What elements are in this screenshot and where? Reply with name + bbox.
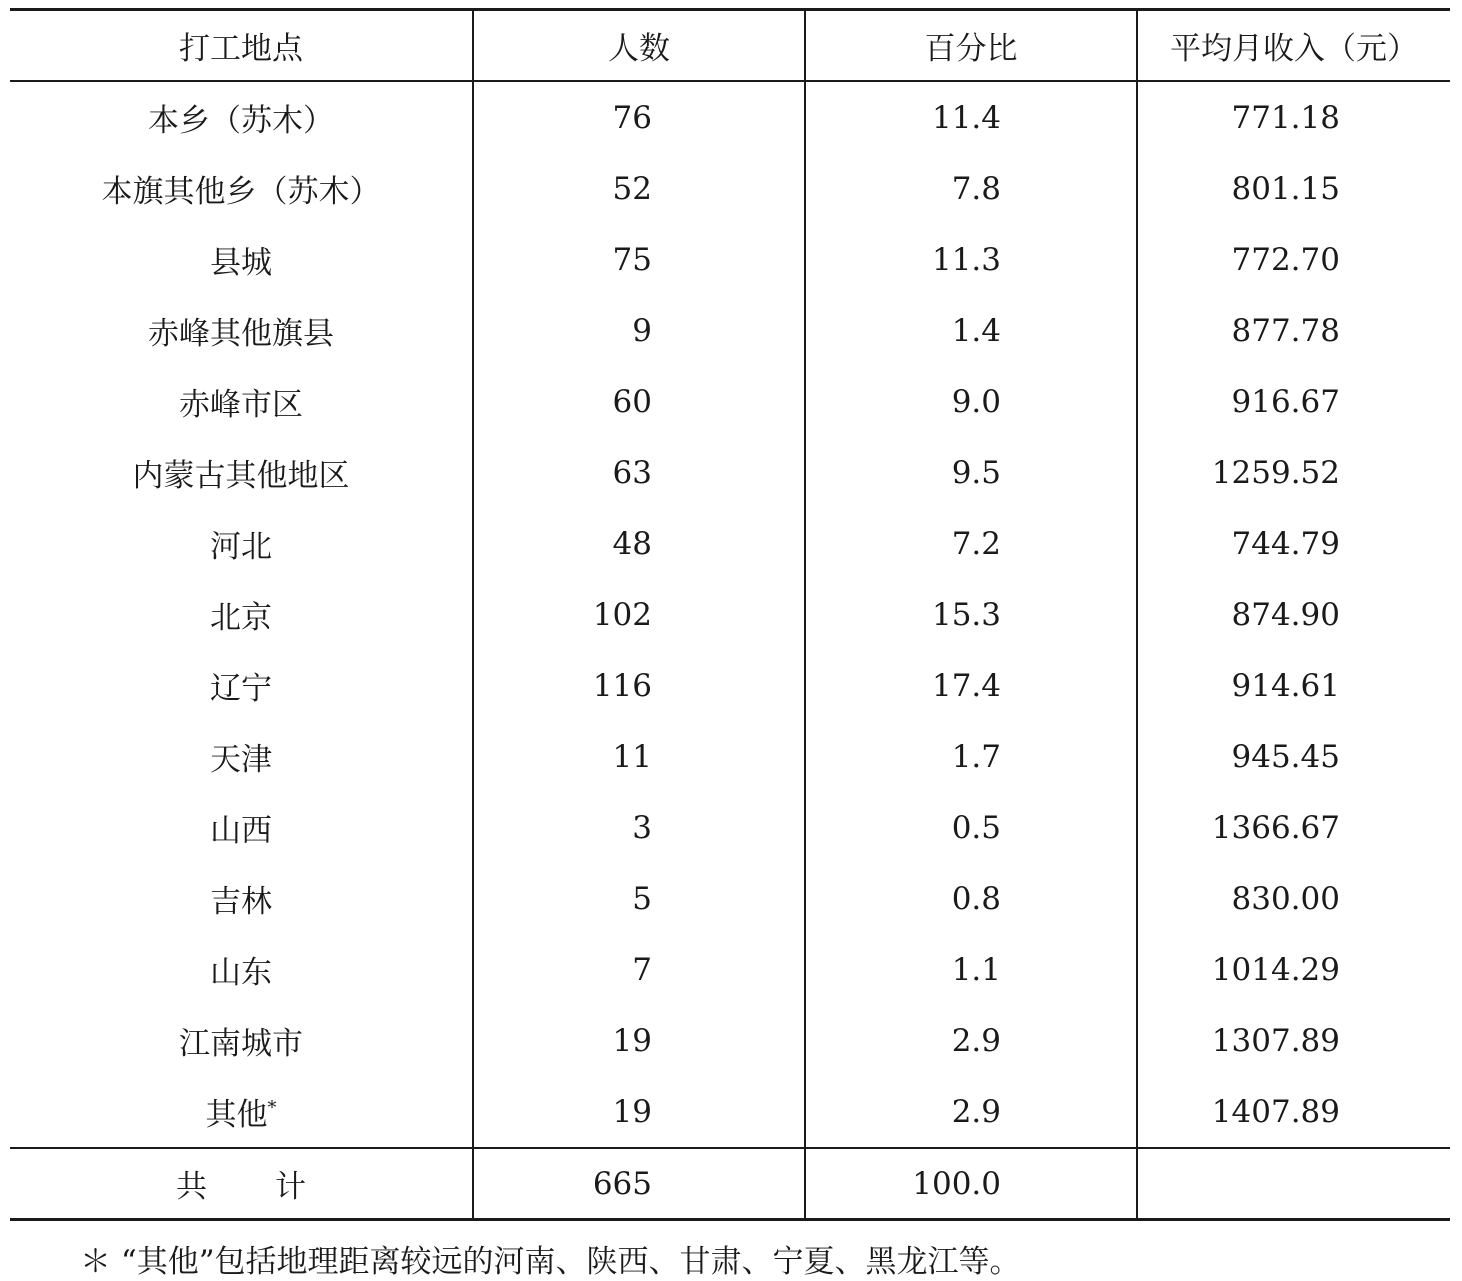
cell-percent: 17.4 <box>805 650 1137 721</box>
table-row <box>10 1076 1450 1148</box>
cell-income: 771.18 <box>1137 81 1450 153</box>
income-by-location-table <box>10 8 1450 1221</box>
table-row <box>10 508 1450 579</box>
cell-income: 801.15 <box>1137 153 1450 224</box>
cell-count: 48 <box>473 508 805 579</box>
cell-income: 914.61 <box>1137 650 1450 721</box>
cell-income: 945.45 <box>1137 721 1450 792</box>
cell-percent: 1.7 <box>805 721 1137 792</box>
cell-income: 874.90 <box>1137 579 1450 650</box>
cell-location: 辽宁 <box>210 671 272 707</box>
cell-percent: 2.9 <box>805 1005 1137 1076</box>
cell-location: 山东 <box>210 955 272 991</box>
table-row <box>10 934 1450 1005</box>
cell-income: 877.78 <box>1137 295 1450 366</box>
cell-percent: 11.4 <box>805 81 1137 153</box>
table-row <box>10 81 1450 153</box>
cell-location: 县城 <box>210 245 272 281</box>
cell-location: 赤峰市区 <box>179 387 303 423</box>
cell-percent: 2.9 <box>805 1076 1137 1148</box>
cell-income: 916.67 <box>1137 366 1450 437</box>
cell-income: 1014.29 <box>1137 934 1450 1005</box>
cell-income: 1366.67 <box>1137 792 1450 863</box>
cell-percent: 15.3 <box>805 579 1137 650</box>
table-wrapper <box>10 8 1450 1221</box>
table-header-row <box>10 10 1450 82</box>
cell-count: 63 <box>473 437 805 508</box>
cell-percent: 1.4 <box>805 295 1137 366</box>
header-percent: 百分比 <box>805 10 1137 82</box>
cell-percent: 9.5 <box>805 437 1137 508</box>
cell-percent: 11.3 <box>805 224 1137 295</box>
cell-percent: 7.8 <box>805 153 1137 224</box>
table-row <box>10 792 1450 863</box>
cell-percent: 7.2 <box>805 508 1137 579</box>
total-label-b: 计 <box>275 1169 306 1205</box>
cell-percent: 0.8 <box>805 863 1137 934</box>
cell-location: 内蒙古其他地区 <box>132 458 350 494</box>
cell-location: 北京 <box>210 600 272 636</box>
table-row <box>10 366 1450 437</box>
cell-income: 772.70 <box>1137 224 1450 295</box>
table-row <box>10 579 1450 650</box>
cell-location <box>10 1076 473 1148</box>
table-row <box>10 437 1450 508</box>
cell-count: 102 <box>473 579 805 650</box>
cell-count: 3 <box>473 792 805 863</box>
cell-location: 本旗其他乡（苏木） <box>101 174 381 210</box>
cell-location: 吉林 <box>210 884 272 920</box>
cell-location: 本乡（苏木） <box>148 103 334 139</box>
footnote-marker: * <box>267 1097 277 1119</box>
cell-count: 116 <box>473 650 805 721</box>
cell-percent: 9.0 <box>805 366 1137 437</box>
cell-count: 19 <box>473 1076 805 1148</box>
cell-count: 19 <box>473 1005 805 1076</box>
cell-count: 9 <box>473 295 805 366</box>
cell-location: 江南城市 <box>179 1026 303 1062</box>
total-label-a: 共 <box>176 1169 207 1205</box>
cell-count: 52 <box>473 153 805 224</box>
table-row <box>10 153 1450 224</box>
cell-income: 1407.89 <box>1137 1076 1450 1148</box>
header-income: 平均月收入（元） <box>1137 10 1450 82</box>
table-row <box>10 650 1450 721</box>
cell-count: 5 <box>473 863 805 934</box>
total-income <box>1137 1148 1450 1220</box>
cell-income: 1259.52 <box>1137 437 1450 508</box>
header-location: 打工地点 <box>10 10 473 82</box>
cell-percent: 1.1 <box>805 934 1137 1005</box>
cell-count: 75 <box>473 224 805 295</box>
cell-location: 赤峰其他旗县 <box>148 316 334 352</box>
cell-location: 河北 <box>210 529 272 565</box>
table-row <box>10 224 1450 295</box>
header-count: 人数 <box>473 10 805 82</box>
table-row <box>10 863 1450 934</box>
table-row <box>10 1005 1450 1076</box>
cell-count: 60 <box>473 366 805 437</box>
total-count: 665 <box>473 1148 805 1220</box>
total-label <box>10 1148 473 1220</box>
cell-count: 7 <box>473 934 805 1005</box>
cell-income: 1307.89 <box>1137 1005 1450 1076</box>
cell-percent: 0.5 <box>805 792 1137 863</box>
footnote: ＊ “其他”包括地理距离较远的河南、陕西、甘肃、宁夏、黑龙江等。 <box>80 1244 1021 1280</box>
cell-income: 830.00 <box>1137 863 1450 934</box>
cell-location: 山西 <box>210 813 272 849</box>
total-row <box>10 1148 1450 1220</box>
cell-location-text: 其他 <box>205 1097 268 1133</box>
cell-count: 76 <box>473 81 805 153</box>
cell-location: 天津 <box>210 742 272 778</box>
table-row <box>10 295 1450 366</box>
table-row <box>10 721 1450 792</box>
cell-count: 11 <box>473 721 805 792</box>
total-percent: 100.0 <box>805 1148 1137 1220</box>
cell-income: 744.79 <box>1137 508 1450 579</box>
